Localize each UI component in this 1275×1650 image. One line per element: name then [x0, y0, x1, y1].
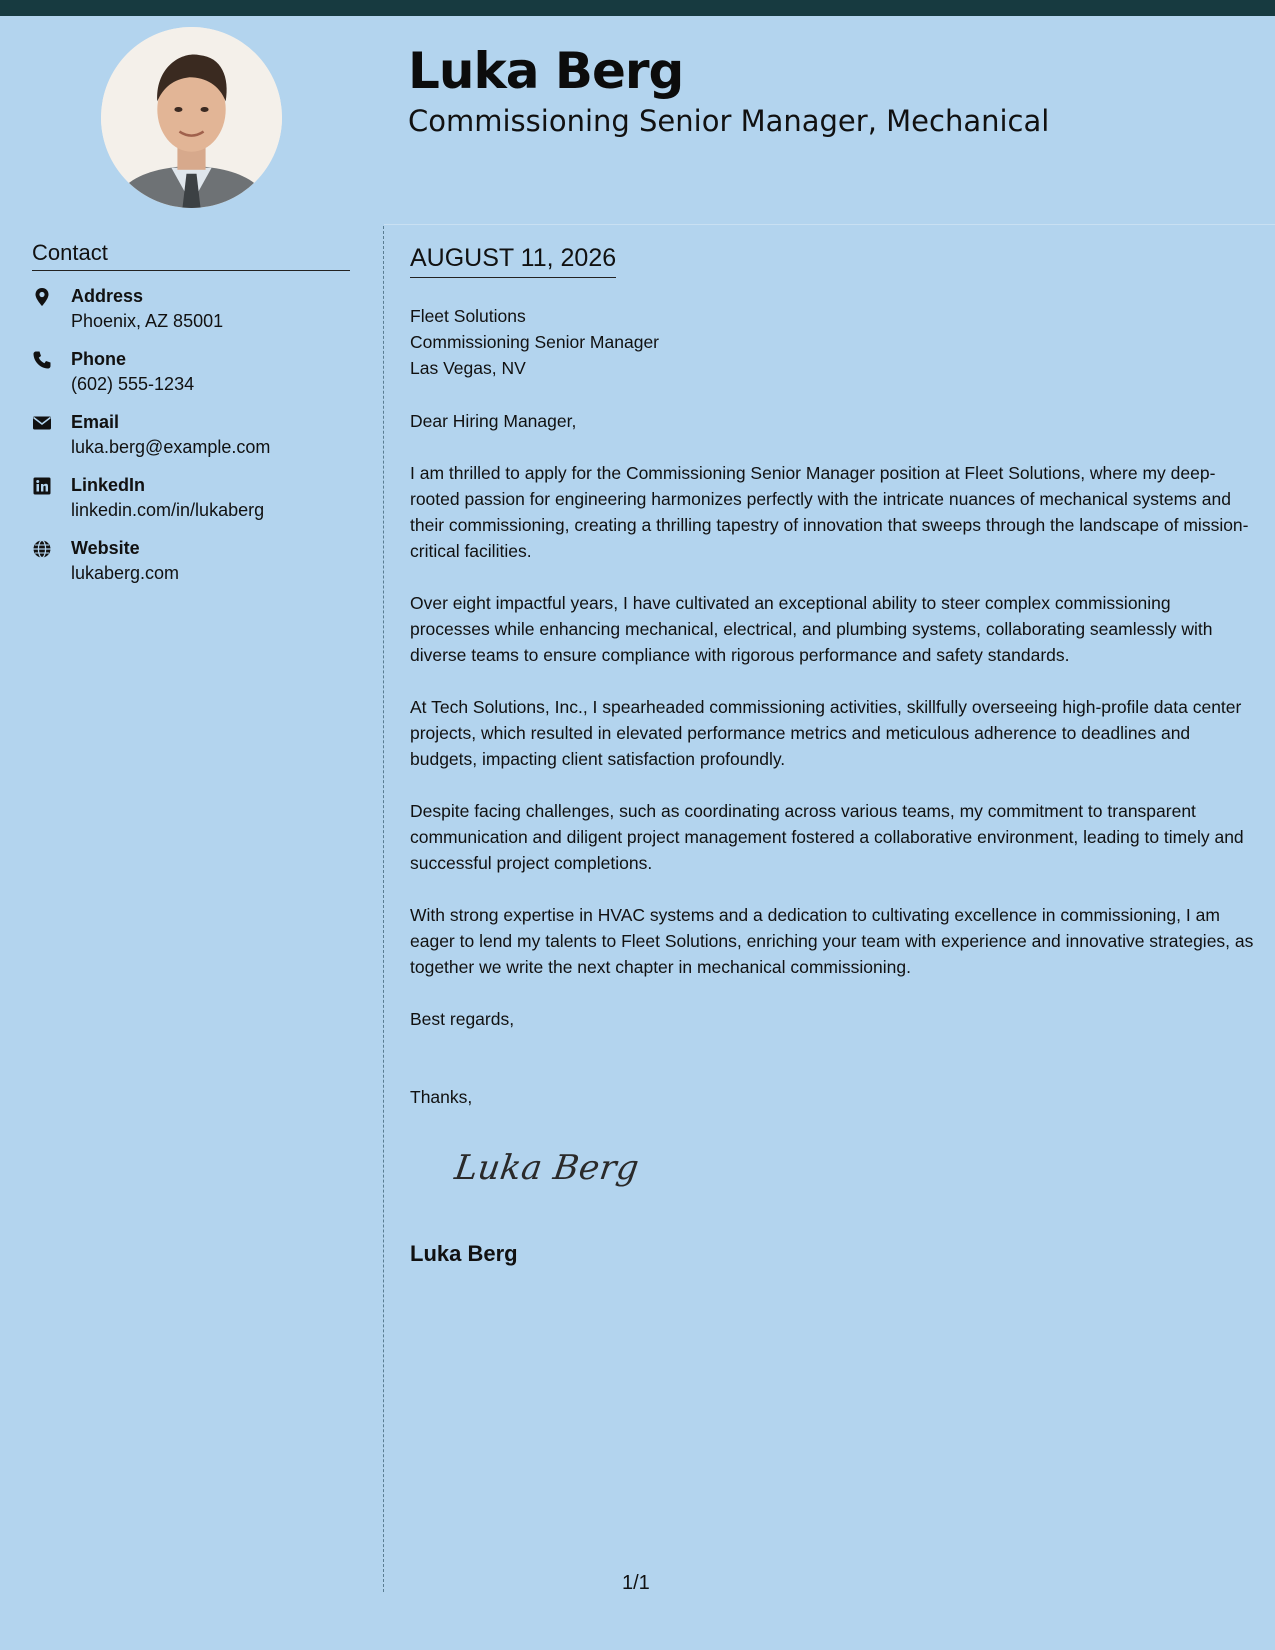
header-divider — [384, 224, 1275, 225]
globe-icon — [32, 539, 52, 559]
contact-heading: Contact — [32, 240, 350, 271]
contact-value: linkedin.com/in/lukaberg — [71, 500, 265, 520]
contact-label: Email — [71, 412, 120, 432]
contact-label: Phone — [71, 349, 127, 369]
contact-value: lukaberg.com — [71, 563, 180, 583]
recipient-position: Commissioning Senior Manager — [410, 332, 659, 352]
contact-value: (602) 555-1234 — [71, 374, 195, 394]
applicant-title: Commissioning Senior Manager, Mechanical — [408, 104, 1050, 138]
letter-date: AUGUST 11, 2026 — [410, 244, 616, 278]
envelope-icon — [32, 413, 52, 433]
contact-label: LinkedIn — [71, 475, 146, 495]
profile-photo — [101, 27, 282, 208]
contact-value: luka.berg@example.com — [71, 437, 271, 457]
closing: Best regards, — [410, 1009, 515, 1029]
map-pin-icon — [32, 287, 52, 307]
column-divider — [383, 226, 384, 1592]
contact-item-linkedin — [32, 475, 362, 538]
applicant-name: Luka Berg — [408, 42, 684, 100]
letter-paragraph: I am thrilled to apply for the Commissioning Senior Manager position at Fleet Solutions, where my deep-rooted passion for engineering harmonizes perfectly with the intricate nuances of mechanical systems and their commissioning, creating a thrilling tapestry of innovation that sweeps through the landscape of mission-critical facilities. — [410, 463, 1249, 561]
contact-item-phone — [32, 349, 362, 412]
top-bar — [0, 0, 1275, 16]
contact-item-website — [32, 538, 362, 601]
recipient-company: Fleet Solutions — [410, 306, 526, 326]
letter-paragraph: Despite facing challenges, such as coordinating across various teams, my commitment to transparent communication and diligent project management fostered a collaborative environment, leading to timely and successful project completions. — [410, 801, 1244, 873]
letter-body — [410, 303, 1255, 1110]
contact-list — [32, 286, 362, 601]
recipient-location: Las Vegas, NV — [410, 358, 526, 378]
letter-paragraph: At Tech Solutions, Inc., I spearheaded commissioning activities, skillfully overseeing high-profile data center projects, which resulted in elevated performance metrics and meticulous adherence to deadlines and budgets, impacting client satisfaction profoundly. — [410, 697, 1242, 769]
contact-label: Address — [71, 286, 144, 306]
letter-paragraph: Over eight impactful years, I have cultivated an exceptional ability to steer complex commissioning processes while enhancing mechanical, electrical, and plumbing systems, collaborating seamlessly with diverse teams to ensure compliance with rigorous performance and safety standards. — [410, 593, 1213, 665]
contact-value: Phoenix, AZ 85001 — [71, 311, 224, 331]
contact-item-email — [32, 412, 362, 475]
contact-label: Website — [71, 538, 140, 558]
salutation: Dear Hiring Manager, — [410, 411, 577, 431]
phone-icon — [32, 350, 52, 370]
page-number: 1/1 — [622, 1572, 650, 1594]
portrait-image — [101, 27, 282, 208]
linkedin-icon — [32, 476, 52, 496]
recipient-block — [410, 303, 1255, 381]
signer-name: Luka Berg — [410, 1241, 518, 1266]
letter-paragraph: With strong expertise in HVAC systems and a dedication to cultivating excellence in commissioning, I am eager to lend my talents to Fleet Solutions, enriching your team with experience and innovative strategies, as together we write the next chapter in mechanical commissioning. — [410, 905, 1254, 977]
contact-item-address — [32, 286, 362, 349]
thanks: Thanks, — [410, 1087, 473, 1107]
handwritten-signature: Luka Berg — [452, 1148, 642, 1188]
